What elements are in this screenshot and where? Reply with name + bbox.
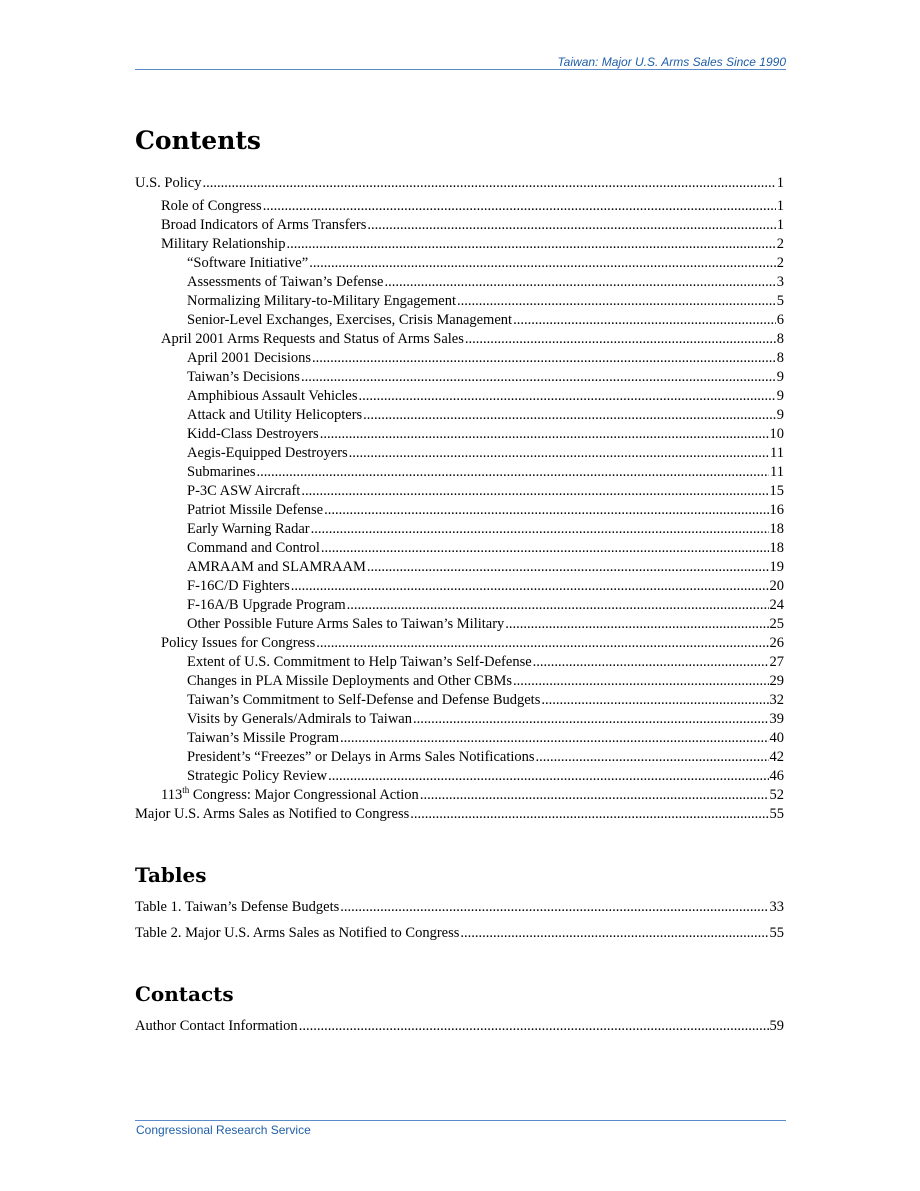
toc-entry-page: 55 [769,806,784,822]
toc-entry[interactable] [135,615,784,634]
toc-entry-page: 5 [776,293,784,309]
toc-entry-title: Strategic Policy Review [187,768,328,784]
toc-entry-title: F-16A/B Upgrade Program [187,597,346,613]
footer-rule [135,1120,786,1121]
toc-entry-page: 26 [769,635,784,651]
toc-entry-page: 33 [769,899,784,915]
toc-entry[interactable] [135,216,784,235]
toc-entry[interactable] [135,672,784,691]
toc-entry-page: 42 [769,749,784,765]
dot-leader [309,254,776,273]
toc-entry-page: 18 [769,540,784,556]
toc-entry-title: Aegis-Equipped Destroyers [187,445,348,461]
toc-entry-title: 113th Congress: Major Congressional Action [161,785,419,803]
dot-leader [312,349,776,368]
dot-leader [367,558,769,577]
toc-entry-page: 15 [769,483,784,499]
toc-entry-title: April 2001 Decisions [187,350,312,366]
dot-leader [457,292,776,311]
toc-entry-title: Amphibious Assault Vehicles [187,388,358,404]
tables-heading: Tables [135,863,207,887]
contacts-list [135,1017,784,1036]
toc-entry-title: Extent of U.S. Commitment to Help Taiwan’s Self-Defense [187,654,532,670]
toc-entry-title: Table 1. Taiwan’s Defense Budgets [135,899,340,915]
toc-entry-title: Role of Congress [161,198,262,214]
toc-entry[interactable] [135,691,784,710]
dot-leader [513,311,776,330]
toc-entry[interactable] [135,748,784,767]
dot-leader [420,786,769,805]
toc-entry-page: 6 [776,312,784,328]
dot-leader [320,425,769,444]
toc-entry-title: Table 2. Major U.S. Arms Sales as Notified to Congress [135,925,460,941]
running-header: Taiwan: Major U.S. Arms Sales Since 1990 [557,55,786,69]
toc-entry-page: 32 [769,692,784,708]
dot-leader [359,387,776,406]
toc-entry[interactable] [135,710,784,729]
dot-leader [413,710,769,729]
toc-entry[interactable] [135,596,784,615]
toc-entry[interactable] [135,767,784,786]
footer-org: Congressional Research Service [136,1123,311,1137]
toc-entry[interactable] [135,425,784,444]
toc-entry-page: 29 [769,673,784,689]
toc-entry-page: 11 [770,464,784,480]
dot-leader [513,672,768,691]
toc-entry-title: Other Possible Future Arms Sales to Taiwan’s Military [187,616,505,632]
toc-entry[interactable] [135,330,784,349]
toc-entry-page: 20 [769,578,784,594]
dot-leader [541,691,768,710]
dot-leader [311,520,769,539]
toc-entry[interactable] [135,520,784,539]
toc-entry-title: Taiwan’s Decisions [187,369,300,385]
contents-list [135,174,784,824]
toc-entry[interactable] [135,406,784,425]
toc-entry-page: 39 [769,711,784,727]
toc-entry[interactable] [135,174,784,193]
toc-entry-title: U.S. Policy [135,175,202,191]
toc-entry[interactable] [135,729,784,748]
toc-entry-page: 2 [776,236,784,252]
toc-entry[interactable] [135,254,784,273]
dot-leader [299,1017,769,1036]
toc-entry[interactable] [135,501,784,520]
dot-leader [536,748,769,767]
toc-entry[interactable] [135,311,784,330]
toc-entry-title: Taiwan’s Missile Program [187,730,340,746]
toc-entry[interactable] [135,273,784,292]
dot-leader [367,216,775,235]
toc-entry[interactable] [135,539,784,558]
toc-entry-title: “Software Initiative” [187,255,309,271]
toc-entry[interactable] [135,197,784,216]
toc-entry-page: 8 [776,350,784,366]
toc-entry-title: Military Relationship [161,236,286,252]
toc-entry[interactable] [135,577,784,596]
toc-entry[interactable] [135,805,784,824]
dot-leader [340,729,768,748]
toc-entry-page: 46 [769,768,784,784]
contacts-heading: Contacts [135,982,234,1006]
toc-entry[interactable] [135,653,784,672]
dot-leader [263,197,776,216]
toc-entry-title: Broad Indicators of Arms Transfers [161,217,367,233]
toc-entry-title: P-3C ASW Aircraft [187,483,301,499]
toc-entry[interactable] [135,924,784,943]
toc-entry-page: 27 [769,654,784,670]
toc-content [135,120,784,1036]
dot-leader [321,539,769,558]
toc-entry[interactable] [135,1017,784,1036]
toc-entry[interactable] [135,482,784,501]
toc-entry-page: 55 [769,925,784,941]
toc-entry-title: Major U.S. Arms Sales as Notified to Congress [135,806,410,822]
toc-entry[interactable] [135,558,784,577]
dot-leader [340,898,768,917]
toc-entry[interactable] [135,634,784,653]
dot-leader [363,406,776,425]
dot-leader [384,273,775,292]
toc-entry[interactable] [135,368,784,387]
toc-entry-title: Patriot Missile Defense [187,502,324,518]
dot-leader [301,482,768,501]
toc-entry-title: President’s “Freezes” or Delays in Arms Sales Notifications [187,749,535,765]
toc-entry-page: 16 [769,502,784,518]
toc-entry-page: 1 [776,217,784,233]
toc-entry[interactable] [135,387,784,406]
toc-entry-title: Kidd-Class Destroyers [187,426,319,442]
toc-entry-page: 1 [776,175,784,191]
toc-entry-title: Changes in PLA Missile Deployments and Other CBMs [187,673,513,689]
dot-leader [349,444,769,463]
toc-entry-page: 2 [776,255,784,271]
toc-entry-title: Visits by Generals/Admirals to Taiwan [187,711,412,727]
contents-heading: Contents [135,126,262,155]
dot-leader [286,235,775,254]
toc-entry-page: 9 [776,388,784,404]
toc-entry[interactable] [135,898,784,917]
toc-entry-title: April 2001 Arms Requests and Status of Arms Sales [161,331,464,347]
dot-leader [505,615,768,634]
toc-entry-page: 9 [776,369,784,385]
toc-entry-title: Taiwan’s Commitment to Self-Defense and Defense Budgets [187,692,541,708]
toc-entry-page: 3 [776,274,784,290]
toc-entry-title: Assessments of Taiwan’s Defense [187,274,384,290]
toc-entry-title: Submarines [187,464,256,480]
toc-entry-page: 59 [769,1018,784,1034]
toc-entry-page: 1 [776,198,784,214]
toc-entry-title: AMRAAM and SLAMRAAM [187,559,366,575]
toc-entry-title: Command and Control [187,540,320,556]
toc-entry-page: 9 [776,407,784,423]
header-rule [135,69,786,70]
dot-leader [465,330,776,349]
toc-entry-title: Attack and Utility Helicopters [187,407,363,423]
dot-leader [256,463,769,482]
dot-leader [324,501,768,520]
dot-leader [291,577,769,596]
dot-leader [301,368,776,387]
toc-entry-title: F-16C/D Fighters [187,578,290,594]
toc-entry-page: 52 [769,787,784,803]
toc-entry-page: 18 [769,521,784,537]
toc-entry[interactable] [135,786,784,805]
dot-leader [328,767,768,786]
dot-leader [460,924,768,943]
toc-entry-page: 24 [769,597,784,613]
toc-entry[interactable] [135,444,784,463]
dot-leader [410,805,768,824]
toc-entry-page: 19 [769,559,784,575]
toc-entry-page: 8 [776,331,784,347]
dot-leader [316,634,768,653]
toc-entry-page: 10 [769,426,784,442]
toc-entry-title: Normalizing Military-to-Military Engagement [187,293,456,309]
toc-entry-title: Early Warning Radar [187,521,310,537]
toc-entry-page: 40 [769,730,784,746]
dot-leader [347,596,769,615]
toc-entry-title: Senior-Level Exchanges, Exercises, Crisis Management [187,312,513,328]
tables-list [135,898,784,943]
toc-entry[interactable] [135,292,784,311]
dot-leader [533,653,769,672]
toc-entry-title: Author Contact Information [135,1018,298,1034]
toc-entry[interactable] [135,349,784,368]
toc-entry-title: Policy Issues for Congress [161,635,316,651]
toc-entry-page: 25 [769,616,784,632]
toc-entry[interactable] [135,463,784,482]
toc-entry-page: 11 [770,445,784,461]
dot-leader [202,174,775,193]
toc-entry[interactable] [135,235,784,254]
